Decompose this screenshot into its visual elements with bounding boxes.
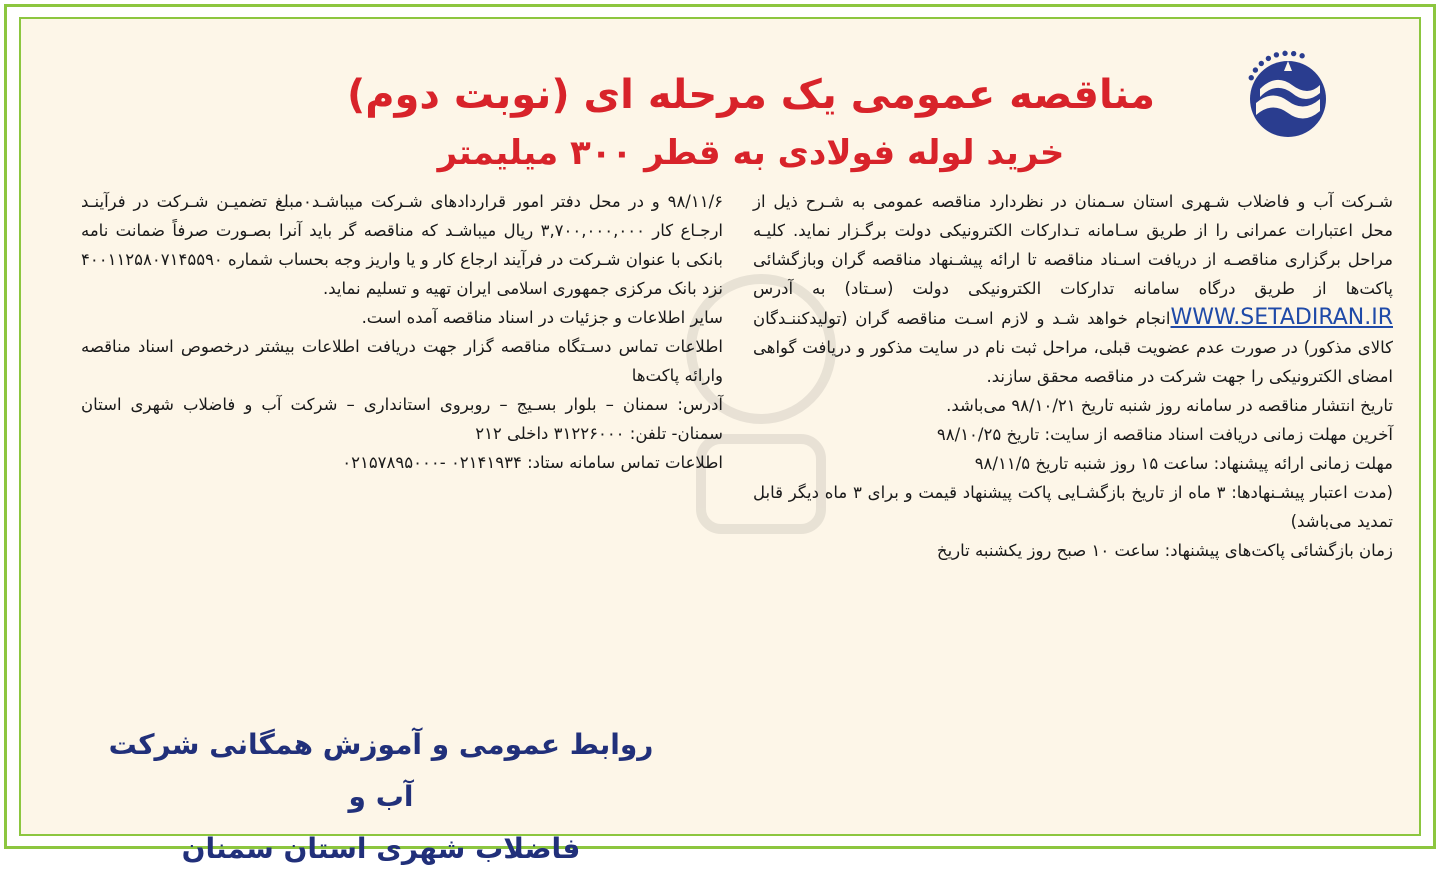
docs-deadline-line: آخرین مهلت زمانی دریافت اسناد مناقصه از سایت: تاریخ ۹۸/۱۰/۲۵	[936, 425, 1393, 444]
contact-paragraph: اطلاعات تماس دسـتگاه مناقصه گزار جهت دریافت اطلاعات بیشتر درخصوص اسناد مناقصه وارائه پاکت‌ها	[81, 337, 723, 385]
offer-deadline-line: مهلت زمانی ارائه پیشنهاد: ساعت ۱۵ روز شنبه تاریخ ۹۸/۱۱/۵	[974, 454, 1393, 473]
guarantee-paragraph: ۹۸/۱۱/۶ و در محل دفتر امور قراردادهای شـرکت میباشـد۰مبلغ تضمیـن شـرکت در فرآینـد ارجـاع کار ۳,۷۰۰,۰۰۰,۰۰۰ ریال میباشـد که مناقصه گر باید آنرا بصـورت صرفاً ضمانت نامه بانکی با عنوان شـرکت در فرآیند ارجاع کار و یا واریز وجه بحساب شماره ۴۰۰۱۱۲۵۸۰۷۱۴۵۵۹۰ نزد بانک مرکزی جمهوری اسلامی ایران تهیه و تسلیم نماید.	[81, 192, 724, 298]
right-column	[753, 187, 1393, 565]
intro-text-after-link: انجام خواهد شـد و لازم اسـت مناقصه گران (تولیدکننـدگان کالای مذکور) در صورت عدم عضویت قبلی، مراحل ثبت نام در سایت مذکور و دریافت گواهی امضای الکترونیکی را جهت شرکت در مناقصه محقق سازند.	[753, 309, 1393, 386]
publish-date-line: تاریخ انتشار مناقصه در سامانه روز شنبه تاریخ ۹۸/۱۰/۲۱ می‌باشد.	[946, 396, 1393, 415]
page-title: مناقصه عمومی یک مرحله ای (نوبت دوم)	[346, 72, 1156, 118]
setad-contact-line: اطلاعات تماس سامانه ستاد: ۰۲۱۴۱۹۳۴ -۰۲۱۵۷۸۹۵۰۰۰	[342, 453, 723, 472]
setadiran-link[interactable]: WWW.SETADIRAN.IR	[1170, 305, 1393, 330]
svg-text:● ● ● ● ● ● ● ●: ● ● ● ● ● ● ● ●	[1246, 48, 1307, 82]
opening-line: زمان بازگشائی پاکت‌های پیشنهاد: ساعت ۱۰ صبح روز یکشنبه تاریخ	[936, 541, 1393, 560]
water-company-logo-icon	[1236, 41, 1340, 145]
intro-paragraph	[753, 187, 1393, 391]
intro-text-before-link: شـرکت آب و فاضلاب شـهری استان سـمنان در نظردارد مناقصه عمومی به شـرح ذیل از محل اعتبارات عمرانی را از طریق سـامانه تـدارکات الکترونیکی دولت برگـزار نماید. کلیـه مراحل برگزاری مناقصـه از دریافت اسـناد مناقصه تا ارائه پیشـنهاد مناقصه گران وبازگشائی پاکت‌ها از طریق درگاه سامانه تدارکات الکترونیکی دولت (سـتاد) به آدرس	[753, 192, 1393, 298]
address-paragraph: آدرس: سمنان – بلوار بسـیج – روبروی استانداری – شرکت آب و فاضلاب شهری استان سمنان- تلفن: ۳۱۲۲۶۰۰۰ داخلی ۲۱۲	[81, 395, 723, 443]
page-subtitle: خرید لوله فولادی به قطر ۳۰۰ میلیمتر	[437, 133, 1065, 173]
signature-line-1: روابط عمومی و آموزش همگانی شرکت آب و	[108, 728, 654, 813]
signature-block	[101, 719, 661, 875]
signature-line-2: فاضلاب شهری استان سمنان	[181, 832, 581, 865]
ad-paper	[19, 17, 1421, 865]
outer-frame	[4, 4, 1436, 865]
other-info-line: سایر اطلاعات و جزئیات در اسناد مناقصه آمده است.	[361, 308, 723, 327]
validity-line: (مدت اعتبار پیشـنهادها: ۳ ماه از تاریخ بازگشـایی پاکت پیشنهاد قیمت و برای ۳ ماه دیگر قابل تمدید می‌باشد)	[753, 483, 1393, 531]
left-column	[81, 187, 723, 477]
